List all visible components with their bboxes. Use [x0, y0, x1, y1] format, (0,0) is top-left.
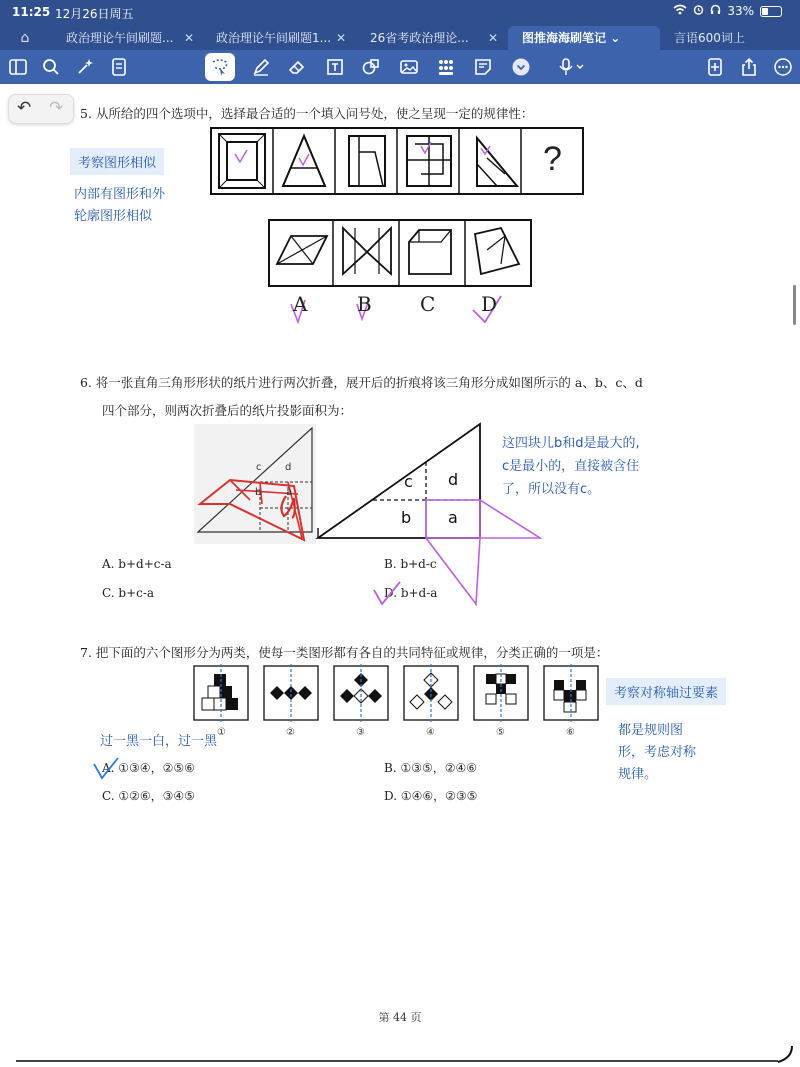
- q7-fig-label-2: ②: [286, 727, 295, 738]
- q5-option-a: A: [293, 292, 308, 316]
- q6-label-d: d: [448, 470, 459, 489]
- q7-note-side-line2: 形，考虑对称: [618, 745, 697, 760]
- q6-option-c: C. b+c-a: [102, 586, 155, 600]
- q5-note-line2: 轮廓图形相似: [74, 209, 153, 224]
- q5-option-b: B: [357, 292, 372, 316]
- close-icon[interactable]: ✕: [487, 31, 498, 45]
- q7-figures: [190, 662, 610, 742]
- q7-note-under: 过一黑一白，过一黑: [100, 734, 218, 749]
- q7-note-side-line1: 都是规则图: [618, 723, 684, 738]
- status-right: [673, 4, 782, 18]
- microphone-icon[interactable]: [554, 54, 590, 80]
- redo-icon[interactable]: ↷: [49, 98, 64, 118]
- q6-small-label-d: d: [285, 462, 292, 473]
- share-icon[interactable]: [736, 54, 762, 80]
- text-icon[interactable]: [322, 54, 348, 80]
- page-bottom-divider: [16, 1060, 778, 1062]
- scrollbar[interactable]: [793, 285, 796, 325]
- toolbar: [0, 50, 800, 84]
- grid-icon[interactable]: [433, 54, 459, 80]
- q6-note-line2: c是最小的，直接被含住: [502, 459, 640, 474]
- q6-note-line1: 这四块儿b和d是最大的,: [502, 436, 640, 451]
- home-tab-icon[interactable]: ⌂: [20, 30, 30, 46]
- status-date: 12月26日周五: [55, 7, 134, 21]
- q6-small-label-b: b: [255, 487, 262, 498]
- q7-option-d: D. ①④⑥，②③⑤: [384, 789, 478, 803]
- more-down-icon[interactable]: [508, 54, 534, 80]
- q5-option-d: D: [481, 292, 498, 316]
- q6-label-c: c: [404, 472, 413, 491]
- sidebar-icon[interactable]: [5, 54, 31, 80]
- q7-answer-check-mark: [90, 754, 124, 784]
- q7-note-title: 考察对称轴过要素: [606, 678, 726, 705]
- q5-note-line1: 内部有图形和外: [74, 187, 166, 202]
- q7-fig-label-1: ①: [217, 727, 226, 738]
- q6-option-d: D. b+d-a: [384, 586, 438, 600]
- q6-small-label-a: a: [286, 487, 293, 498]
- q7-fig-label-6: ⑥: [566, 727, 575, 738]
- q5-figure: [205, 124, 590, 324]
- pen-icon[interactable]: [248, 54, 274, 80]
- q6-option-a: A. b+d+c-a: [102, 557, 172, 571]
- q6-label-a: a: [448, 508, 458, 527]
- tab-3[interactable]: [356, 26, 506, 50]
- tab-5[interactable]: [660, 26, 800, 50]
- sticky-note-icon[interactable]: [470, 54, 496, 80]
- top-bar: [0, 0, 800, 50]
- tab-4-label: 图推海海刷笔记: [522, 31, 607, 45]
- q7-fig-label-5: ⑤: [496, 727, 505, 738]
- tab-5-label: 言语600词上: [674, 31, 745, 45]
- document-icon[interactable]: [106, 54, 132, 80]
- q5-text: 5. 从所给的四个选项中，选择最合适的一个填入问号处，使之呈现一定的规律性：: [80, 106, 534, 121]
- tab-1[interactable]: [52, 26, 202, 50]
- wifi-icon: [673, 4, 687, 18]
- q7-fig-label-3: ③: [356, 727, 365, 738]
- q6-small-label-c: c: [256, 462, 262, 473]
- tab-2[interactable]: [202, 26, 354, 50]
- q7-option-c: C. ①②⑥，③④⑤: [102, 789, 195, 803]
- q7-option-a: A. ①③④，②⑤⑥: [102, 761, 195, 775]
- q7-fig-label-4: ④: [426, 727, 435, 738]
- chevron-down-icon: ⌄: [610, 31, 621, 45]
- undo-redo-panel: [8, 94, 74, 124]
- status-bar: [0, 0, 800, 26]
- magic-icon[interactable]: [72, 54, 98, 80]
- alarm-icon: [693, 4, 704, 18]
- tab-1-label: 政治理论午间刷题...: [66, 31, 174, 45]
- q6-text-line1: 6. 将一张直角三角形形状的纸片进行两次折叠，展开后的折痕将该三角形分成如图所示的 a、b、c、d: [80, 375, 643, 390]
- undo-icon[interactable]: ↶: [17, 98, 32, 118]
- status-time: 11:25: [12, 5, 51, 19]
- lasso-icon[interactable]: [205, 53, 235, 81]
- q6-option-b: B. b+d-c: [384, 557, 437, 571]
- battery-icon: [760, 6, 782, 17]
- corner-ink-mark: [776, 1044, 796, 1064]
- image-icon[interactable]: [396, 54, 422, 80]
- q6-label-b: b: [401, 508, 412, 527]
- headphones-icon: [710, 4, 721, 18]
- q5-note-title: 考察图形相似: [70, 148, 164, 175]
- q5-question-mark: ?: [543, 140, 562, 178]
- q7-text: 7. 把下面的六个图形分为两类，使每一类图形都有各自的共同特征或规律，分类正确的一项是：: [80, 645, 609, 660]
- more-icon[interactable]: [770, 54, 796, 80]
- tab-4-active[interactable]: [508, 26, 660, 50]
- q6-text-line2: 四个部分，则两次折叠后的纸片投影面积为：: [102, 403, 353, 418]
- add-page-icon[interactable]: [702, 54, 728, 80]
- q7-option-b: B. ①③⑤，②④⑥: [384, 761, 477, 775]
- q5-option-c: C: [420, 292, 436, 316]
- battery-percent: 33%: [727, 4, 754, 18]
- tab-3-label: 26省考政治理论...: [370, 31, 469, 45]
- shape-icon[interactable]: [358, 54, 384, 80]
- close-icon[interactable]: ✕: [183, 31, 194, 45]
- close-icon[interactable]: ✕: [335, 31, 346, 45]
- tab-bar: [0, 26, 800, 50]
- search-icon[interactable]: [38, 54, 64, 80]
- eraser-icon[interactable]: [284, 54, 310, 80]
- q7-note-side-line3: 规律。: [618, 767, 658, 782]
- q6-note-line3: 了，所以没有c。: [502, 482, 601, 497]
- tab-2-label: 政治理论午间刷题1...: [216, 31, 332, 45]
- q6-answer-check-mark: [370, 578, 410, 608]
- page-number: 第 44 页: [378, 1011, 422, 1024]
